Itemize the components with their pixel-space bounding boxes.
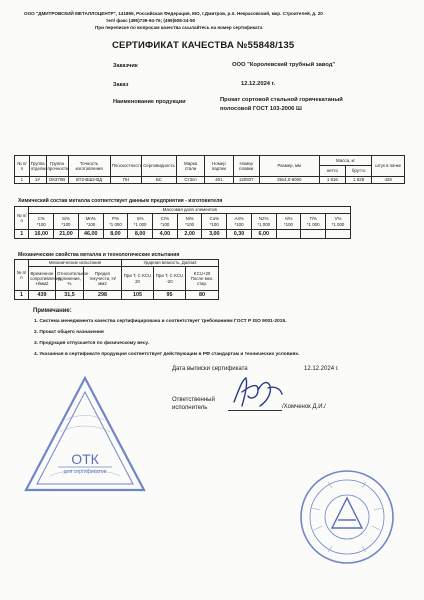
mech-num-header: № п/п xyxy=(15,260,29,291)
note-item: 2. Прокат общего назначения xyxy=(34,330,104,335)
chem-value-cell: 46,00 xyxy=(78,230,103,239)
otk-stamp-subtext: для сертификатов xyxy=(63,469,107,475)
table-cell: 1У xyxy=(29,177,46,184)
order-label: Заказ xyxy=(113,82,129,88)
chem-value-cell: 21,00 xyxy=(54,230,79,239)
chem-value-cell: 16,00 xyxy=(29,230,54,239)
table-cell: 1 xyxy=(15,291,29,300)
chem-element-header: Al% *100 xyxy=(276,214,301,230)
header-cell: Серповидность xyxy=(142,156,177,177)
header-cell: № п/п xyxy=(15,156,30,177)
chem-value-cell: 8,00 xyxy=(128,230,153,239)
mech-group-header: Механические испытания xyxy=(29,260,122,267)
table-cell: 120937 xyxy=(233,177,259,184)
table-cell: 298 xyxy=(84,291,122,300)
certificate-title: СЕРТИФИКАТ КАЧЕСТВА №55848/135 xyxy=(112,40,295,51)
table-cell: 428 xyxy=(372,177,405,184)
chem-element-header: S% *1 000 xyxy=(128,214,153,230)
header-cell: Группа прочности xyxy=(46,156,68,177)
impact-group-header: Ударная вязкость, Дж/см2 xyxy=(122,260,219,267)
header-cell: Номер партии xyxy=(205,156,233,177)
header-cell: KCU+20 После мех. стар. xyxy=(186,267,219,291)
chem-element-header: Cu% *100 xyxy=(202,214,227,230)
otk-stamp xyxy=(20,372,150,502)
responsible-label-2: исполнитель xyxy=(172,405,208,411)
table-cell: Ст3сп xyxy=(176,177,204,184)
chem-element-header: Ni% *100 xyxy=(177,214,202,230)
customer-value: ООО "Королевский трубный завод" xyxy=(232,62,336,68)
chem-element-header: P% *1 000 xyxy=(103,214,128,230)
table-cell: 95 xyxy=(154,291,186,300)
table-cell: 401 xyxy=(205,177,233,184)
chem-mass-fraction-header: Массовая доля элементов xyxy=(29,207,351,214)
chem-value-cell: 3,00 xyxy=(202,230,227,239)
chem-element-header: Ti% *1 000 xyxy=(301,214,326,230)
chem-element-header: Mn% *100 xyxy=(78,214,103,230)
company-header-line: ООО "ДМИТРОВСКИЙ МЕТАЛЛОЦЕНТР", 141865, Российская Федерация, МО, г.Дмитров, р.п. Некрасовский, мкр. Строителей, д. 20 xyxy=(24,11,323,16)
correspondence-note: При переписке по вопросам качества ссылайтесь на номер сертификата xyxy=(95,25,263,30)
table-cell: 1 816 xyxy=(319,177,345,184)
issue-date-label: Дата выписки сертификата xyxy=(172,366,248,372)
company-seal xyxy=(298,468,396,566)
header-cell: Масса, кг xyxy=(319,156,372,166)
chem-value-cell xyxy=(276,230,301,239)
chem-section-title: Химический состав металла соответствует данным предприятия - изготовителя xyxy=(18,198,223,204)
table-cell: 80 xyxy=(186,291,219,300)
chem-value-cell: 6,00 xyxy=(251,230,276,239)
header-cell: брутто xyxy=(346,166,372,177)
responsible-label-1: Ответственный xyxy=(172,397,215,403)
mech-section-title: Механические свойства металла и технологические испытания xyxy=(18,252,180,258)
notes-title: Примечание: xyxy=(33,308,72,314)
table-cell: БТ2-ВШ2-ВД xyxy=(68,177,110,184)
product-table xyxy=(14,155,405,184)
header-cell: Относительное удлинение, % xyxy=(56,267,84,291)
note-item: 4. Указанная в сертификате продукция соответствует действующим в РФ стандартам и технических условиях. xyxy=(34,352,300,357)
header-cell: Плоскостность xyxy=(110,156,142,177)
header-cell: Точность изготовления xyxy=(68,156,110,177)
table-cell: 105 xyxy=(122,291,154,300)
chem-value-cell: 2,00 xyxy=(177,230,202,239)
order-value: 12.12.2024 г. xyxy=(241,81,276,87)
company-phone-line: тел/ факс (495)739-94-76; (499)608-24-50 xyxy=(106,18,196,23)
header-cell: нетто xyxy=(319,166,345,177)
table-cell: БС xyxy=(142,177,177,184)
header-cell: Размер, мм xyxy=(259,156,319,177)
table-cell: ОК370В xyxy=(46,177,68,184)
chem-value-cell xyxy=(326,230,351,239)
signature-mark xyxy=(228,372,284,412)
chem-element-header: N2% *1 000 xyxy=(251,214,276,230)
header-cell: Временное сопротивление, Н/мм2 xyxy=(29,267,56,291)
chem-row-num: 1 xyxy=(15,230,29,239)
mech-table xyxy=(14,259,219,300)
table-cell: 1 xyxy=(15,177,30,184)
chem-value-cell: 0,30 xyxy=(227,230,252,239)
product-label: Наименование продукции xyxy=(113,99,186,105)
table-cell: 31,5 xyxy=(56,291,84,300)
table-cell: 439 xyxy=(29,291,56,300)
header-cell: Марка стали xyxy=(176,156,204,177)
chem-element-header: C% *100 xyxy=(29,214,54,230)
product-value-line-1: Прокат сортовой стальной горячекатаный xyxy=(220,97,343,103)
header-cell: Предел текучести, Н/мм2 xyxy=(84,267,122,291)
chem-value-cell xyxy=(301,230,326,239)
otk-stamp-text: ОТК xyxy=(71,451,99,467)
header-cell: Номер плавки xyxy=(233,156,259,177)
chem-num-header: № п/п xyxy=(15,207,29,230)
chem-value-cell: 8,00 xyxy=(103,230,128,239)
header-cell: При T, C KCU 20 xyxy=(122,267,154,291)
note-item: 1. Система менеджмента качества сертифицирована и соответствует требованиям ГОСТ Р ISO 9001-2015. xyxy=(34,319,287,324)
chem-element-header: Cr% *100 xyxy=(153,214,178,230)
table-cell: ПН xyxy=(110,177,142,184)
table-cell: 25х4,0-6000 xyxy=(259,177,319,184)
customer-label: Заказчик xyxy=(113,63,138,69)
header-cell: штук в пачке xyxy=(372,156,405,177)
table-cell: 1 828 xyxy=(346,177,372,184)
note-item: 3. Продукция отпускается по физическому весу. xyxy=(34,341,149,346)
chem-element-header: As% *100 xyxy=(227,214,252,230)
issue-date-value: 12.12.2024 г. xyxy=(304,366,339,372)
header-cell: Группа отделки xyxy=(29,156,46,177)
header-cell: При T, C KCU -20 xyxy=(154,267,186,291)
chem-table xyxy=(14,206,351,239)
chem-element-header: V% *1 000 xyxy=(326,214,351,230)
product-value-line-2: полосовой ГОСТ 103-2006 Ш xyxy=(220,106,302,112)
chem-element-header: Si% *100 xyxy=(54,214,79,230)
responsible-name: /Хомченок Д.И./ xyxy=(282,404,326,410)
chem-value-cell: 4,00 xyxy=(153,230,178,239)
